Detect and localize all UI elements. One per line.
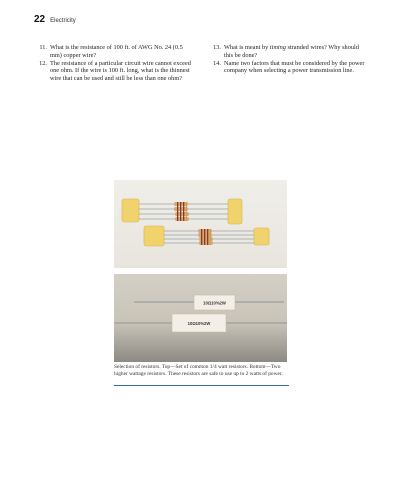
- tape-strip-icon: [144, 226, 164, 246]
- resistor-illustration: [114, 180, 287, 268]
- question-list-left: [34, 44, 194, 83]
- question-text-before: What is meant by: [224, 44, 270, 51]
- question-number: 14.: [213, 59, 221, 67]
- question-text-emphasis: timing: [269, 44, 286, 51]
- question-item: [208, 44, 368, 59]
- tape-strip-icon: [122, 199, 139, 222]
- power-resistor-front: [114, 314, 287, 332]
- caption-rule: [114, 385, 289, 386]
- photo-quarter-watt-resistors: [114, 180, 287, 268]
- question-item: [34, 60, 194, 83]
- power-resistor-back: [134, 295, 284, 310]
- question-item: [208, 60, 368, 75]
- resistor-set-upper: [122, 199, 242, 224]
- page-number: 22: [34, 14, 46, 25]
- question-list-right: [208, 44, 368, 75]
- resistor-marking: 10Ω10%2W: [203, 300, 226, 306]
- figure-caption: Selection of resistors. Top—Set of common 1/4 watt resistors. Bottom—Two higher wattage resistors. These resistors are safe to use up to 2 watts of power.: [114, 364, 283, 377]
- photo-high-wattage-resistors: [114, 274, 287, 362]
- question-number: 11.: [39, 44, 47, 51]
- resistor-set-lower: [144, 226, 269, 246]
- chapter-title: Electricity: [50, 18, 76, 24]
- question-number: 12.: [39, 59, 47, 67]
- question-text: The resistance of a particular circuit wire cannot exceed one ohm. If the wire is 100 ft. long, what is the thinnest wire that can be used and still be less than one ohm?: [50, 59, 191, 82]
- power-resistor-illustration: [114, 274, 287, 362]
- question-text: Name two factors that must be considered by the power company when selecting a power transmission line.: [224, 59, 365, 75]
- question-text-after: stranded wires? Why should this be done?: [224, 44, 359, 59]
- tape-strip-icon: [254, 228, 269, 245]
- question-text: [224, 44, 368, 59]
- question-number: 13.: [213, 44, 221, 51]
- question-text: What is the resistance of 100 ft. of AWG No. 24 (0.5 mm) copper wire?: [50, 44, 183, 59]
- question-item: [34, 44, 194, 59]
- resistor-marking: 10Ω10%2W: [187, 321, 211, 326]
- page-header: [34, 14, 76, 25]
- tape-strip-icon: [228, 199, 242, 224]
